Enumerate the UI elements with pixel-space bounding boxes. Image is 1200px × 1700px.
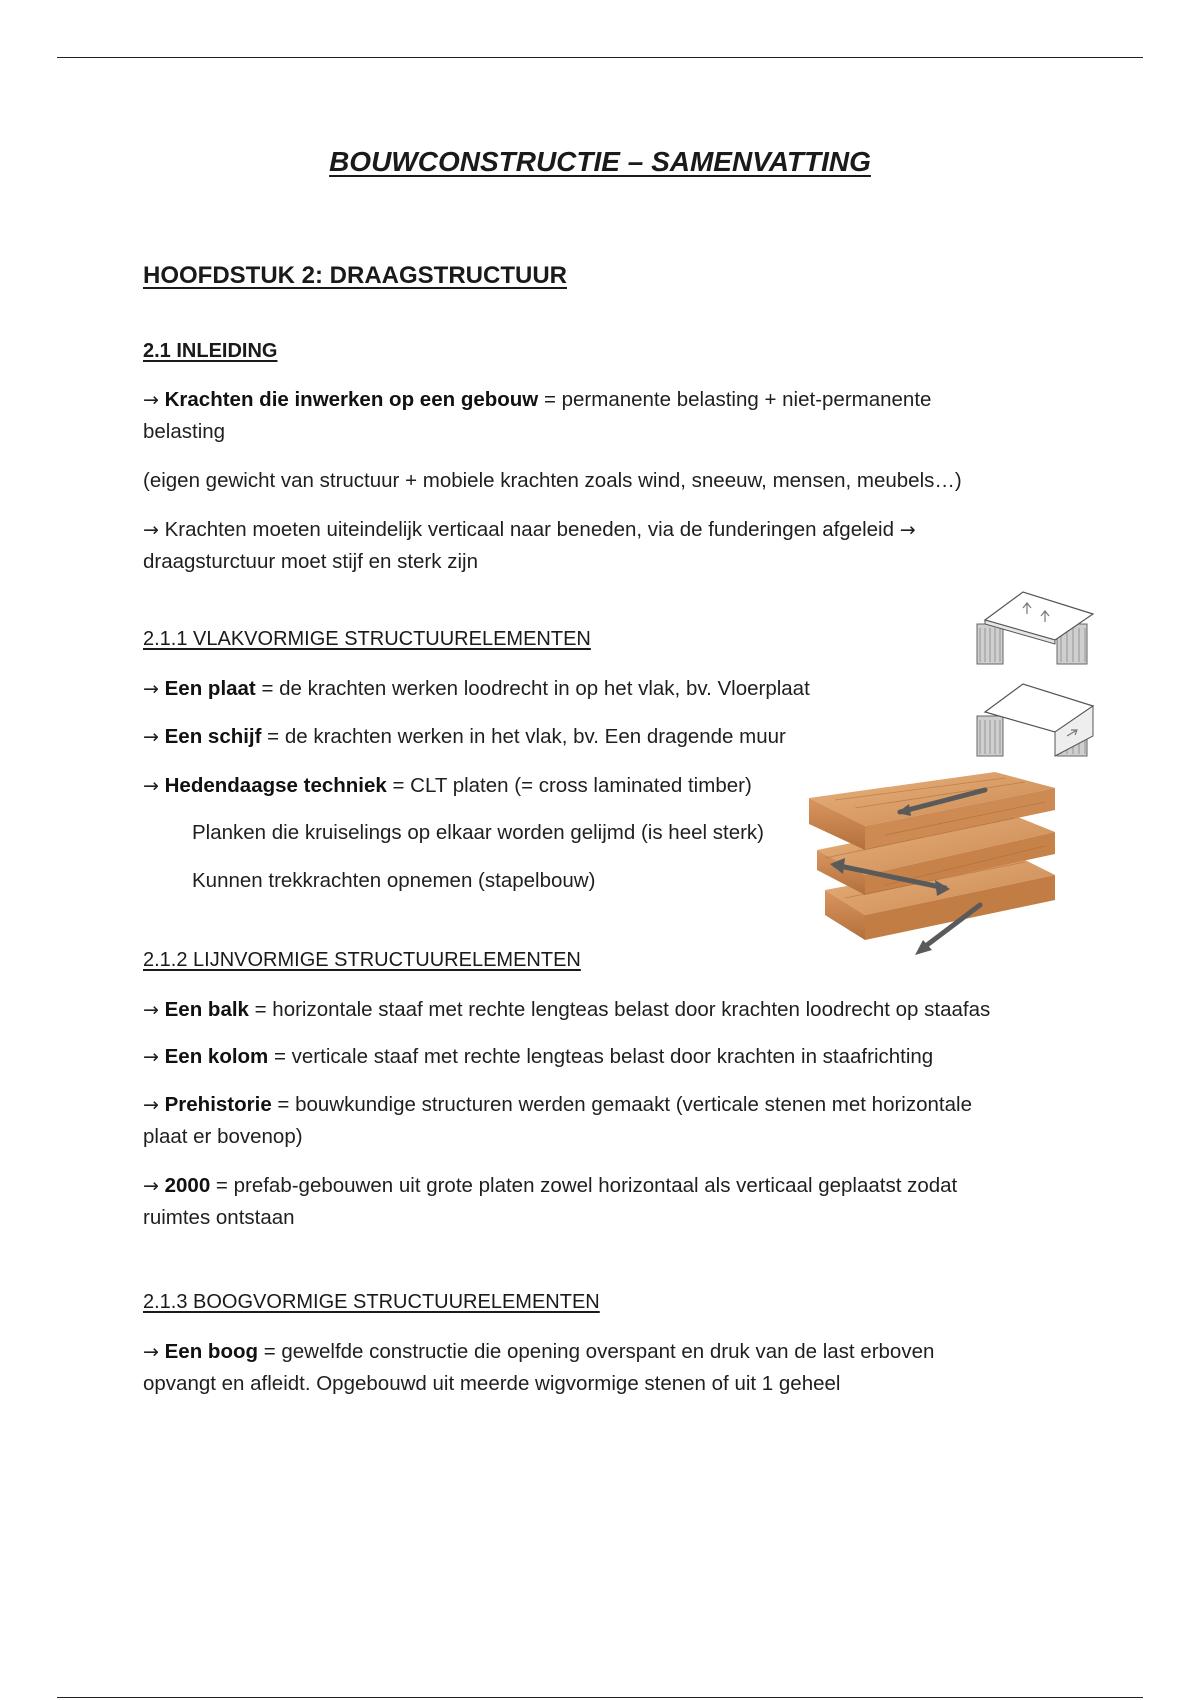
top-rule <box>57 57 1143 58</box>
term-plaat: Een plaat <box>164 677 256 700</box>
arrow-icon: → <box>143 678 159 700</box>
text: = de krachten werken loodrecht in op het vlak, bv. Vloerplaat <box>255 677 810 700</box>
term-boog: Een boog <box>164 1340 259 1363</box>
arrow-icon: → <box>143 389 159 411</box>
arrow-icon: → <box>143 726 159 748</box>
section-2-1-heading: 2.1 INLEIDING <box>143 340 278 362</box>
disc-illustration <box>975 680 1095 762</box>
text: draagsturctuur moet stijf en sterk zijn <box>143 550 478 573</box>
arrow-icon: → <box>143 1046 159 1068</box>
plate-illustration <box>975 588 1095 670</box>
term-techniek: Hedendaagse techniek <box>164 774 387 797</box>
paragraph-eigen-gewicht: (eigen gewicht van structuur + mobiele krachten zoals wind, sneeuw, mensen, meubels…) <box>143 469 962 492</box>
term-2000: 2000 <box>164 1174 211 1197</box>
arrow-icon: → <box>899 519 916 541</box>
paragraph-plaat <box>143 673 810 705</box>
text: plaat er bovenop) <box>143 1125 303 1148</box>
text: = gewelfde constructie die opening overspant en druk van de last erboven <box>258 1340 935 1363</box>
paragraph-krachten <box>143 384 931 448</box>
term-balk: Een balk <box>164 998 249 1021</box>
text: = horizontale staaf met rechte lengteas belast door krachten loodrecht op staafas <box>248 998 991 1021</box>
arrow-icon: → <box>143 999 159 1021</box>
chapter-heading: HOOFDSTUK 2: DRAAGSTRUCTUUR <box>143 262 567 289</box>
term-krachten: Krachten die inwerken op een gebouw <box>164 388 539 411</box>
text: = prefab-gebouwen uit grote platen zowel horizontaal als verticaal geplaatst zodat <box>210 1174 958 1197</box>
paragraph-techniek <box>143 770 752 802</box>
term-prehistorie: Prehistorie <box>164 1093 272 1116</box>
text: = de krachten werken in het vlak, bv. Een dragende muur <box>261 725 786 748</box>
text: = permanente belasting + niet-permanente <box>538 388 932 411</box>
arrow-icon: → <box>143 1341 159 1363</box>
paragraph-prehistorie <box>143 1089 972 1153</box>
text: = verticale staaf met rechte lengteas belast door krachten in staafrichting <box>268 1045 934 1068</box>
text: opvangt en afleidt. Opgebouwd uit meerde wigvormige stenen of uit 1 geheel <box>143 1372 841 1395</box>
term-kolom: Een kolom <box>164 1045 269 1068</box>
page-title: BOUWCONSTRUCTIE – SAMENVATTING <box>329 146 871 177</box>
paragraph-kolom <box>143 1041 933 1073</box>
clt-panel-illustration <box>805 770 1065 960</box>
arrow-icon: → <box>143 1175 159 1197</box>
paragraph-2000 <box>143 1170 957 1234</box>
paragraph-boog <box>143 1336 934 1400</box>
text: belasting <box>143 420 226 443</box>
section-2-1-3-heading: 2.1.3 BOOGVORMIGE STRUCTUURELEMENTEN <box>143 1291 600 1313</box>
section-2-1-2-heading: 2.1.2 LIJNVORMIGE STRUCTUURELEMENTEN <box>143 949 581 971</box>
paragraph-balk <box>143 994 990 1026</box>
term-schijf: Een schijf <box>164 725 262 748</box>
bottom-rule <box>57 1697 1143 1698</box>
paragraph-schijf <box>143 721 786 753</box>
paragraph-planken: Planken die kruiselings op elkaar worden gelijmd (is heel sterk) <box>192 821 764 844</box>
paragraph-trekkrachten: Kunnen trekkrachten opnemen (stapelbouw) <box>192 869 596 892</box>
arrow-icon: → <box>143 1094 159 1116</box>
paragraph-verticaal <box>143 514 916 578</box>
text: ruimtes ontstaan <box>143 1206 295 1229</box>
arrow-icon: → <box>143 775 159 797</box>
arrow-icon: → <box>143 519 159 541</box>
text: = bouwkundige structuren werden gemaakt (verticale stenen met horizontale <box>271 1093 972 1116</box>
text: = CLT platen (= cross laminated timber) <box>386 774 752 797</box>
section-2-1-1-heading: 2.1.1 VLAKVORMIGE STRUCTUURELEMENTEN <box>143 628 591 650</box>
text: Krachten moeten uiteindelijk verticaal naar beneden, via de funderingen afgeleid <box>164 518 895 541</box>
